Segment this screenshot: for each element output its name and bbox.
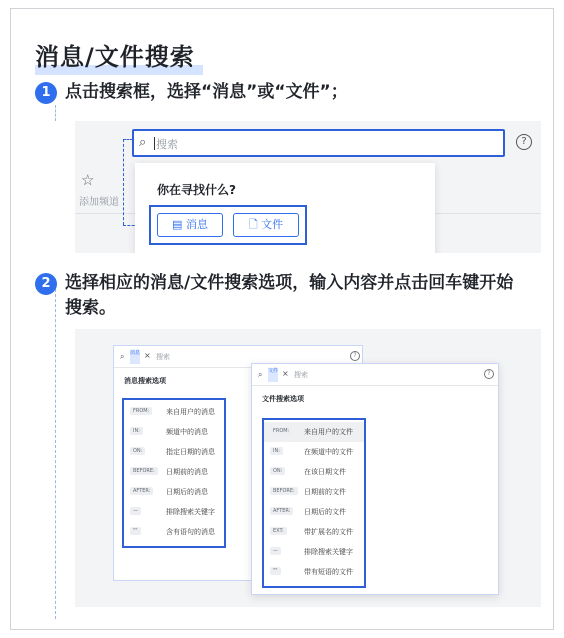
search-demo-panel <box>75 121 541 253</box>
list-item[interactable]: FROM: 来自用户的消息 <box>124 402 224 422</box>
dropdown-question: 你在寻找什么? <box>157 183 236 197</box>
step-2-text-line1: 选择相应的消息/文件搜索选项，输入内容并点击回车键开始 <box>65 273 514 293</box>
file-option-label: 文件 <box>261 218 284 231</box>
file-options-heading: 文件搜索选项 <box>262 395 304 403</box>
list-item[interactable]: IN: 在频道中的文件 <box>264 442 364 462</box>
list-item[interactable]: BEFORE: 日期前的消息 <box>124 462 224 482</box>
step-1-badge: 1 <box>35 82 57 104</box>
list-item[interactable]: FROM: 来自用户的文件 <box>264 422 364 442</box>
list-item[interactable]: EXT: 带扩展名的文件 <box>264 522 364 542</box>
list-item[interactable]: ON: 在该日期文件 <box>264 462 364 482</box>
file-icon: 🗋 <box>248 218 258 231</box>
close-icon[interactable]: × <box>282 369 289 378</box>
add-channel-label[interactable]: 添加频道 <box>79 197 119 208</box>
text-caret <box>154 137 155 150</box>
list-item[interactable]: "" 含有语句的消息 <box>124 522 224 542</box>
search-placeholder: 搜索 <box>156 353 170 361</box>
step-connector <box>55 279 56 619</box>
step-connector <box>55 105 56 121</box>
divider <box>75 213 135 214</box>
help-icon[interactable]: ? <box>350 351 360 361</box>
options-highlight <box>149 205 307 245</box>
message-option-label: 消息 <box>185 218 208 231</box>
file-tag: 文件 <box>268 368 278 382</box>
help-icon[interactable]: ? <box>516 134 532 150</box>
search-icon: ⌕ <box>120 352 125 361</box>
message-option-button[interactable] <box>157 213 223 237</box>
search-type-dropdown <box>135 163 435 253</box>
divider <box>435 213 541 214</box>
search-input[interactable] <box>132 129 505 157</box>
close-icon[interactable]: × <box>144 351 151 360</box>
message-options-heading: 消息搜索选项 <box>124 377 166 385</box>
file-search-card <box>251 363 499 595</box>
list-item[interactable]: — 排除搜索关键字 <box>264 542 364 562</box>
star-icon[interactable]: ☆ <box>81 171 95 189</box>
message-options-list <box>122 398 226 548</box>
document-frame <box>10 8 554 630</box>
message-icon: ▤ <box>172 218 183 231</box>
search-placeholder: 搜索 <box>294 371 308 379</box>
step-2-text-line2: 搜索。 <box>65 298 116 318</box>
guide-line <box>123 139 133 140</box>
guide-line <box>123 139 124 225</box>
search-options-panel <box>75 329 541 607</box>
list-item[interactable]: AFTER: 日期后的文件 <box>264 502 364 522</box>
step-2-badge: 2 <box>35 273 57 295</box>
search-icon: ⌕ <box>139 135 147 150</box>
help-icon[interactable]: ? <box>484 369 494 379</box>
list-item[interactable]: ON: 指定日期的消息 <box>124 442 224 462</box>
step-1-text: 点击搜索框，选择“消息”或“文件”； <box>65 82 348 102</box>
list-item[interactable]: BEFORE: 日期前的文件 <box>264 482 364 502</box>
file-options-list <box>262 418 366 588</box>
list-item[interactable]: — 排除搜索关键字 <box>124 502 224 522</box>
list-item[interactable]: IN: 频道中的消息 <box>124 422 224 442</box>
page-title: 消息/文件搜索 <box>35 43 195 71</box>
list-item[interactable]: AFTER: 日期后的消息 <box>124 482 224 502</box>
search-icon: ⌕ <box>258 370 263 379</box>
list-item[interactable]: "" 带有短语的文件 <box>264 562 364 582</box>
search-placeholder: 搜索 <box>156 138 178 151</box>
file-option-button[interactable] <box>233 213 299 237</box>
file-search-input[interactable] <box>252 364 498 386</box>
message-tag: 消息 <box>130 350 140 364</box>
